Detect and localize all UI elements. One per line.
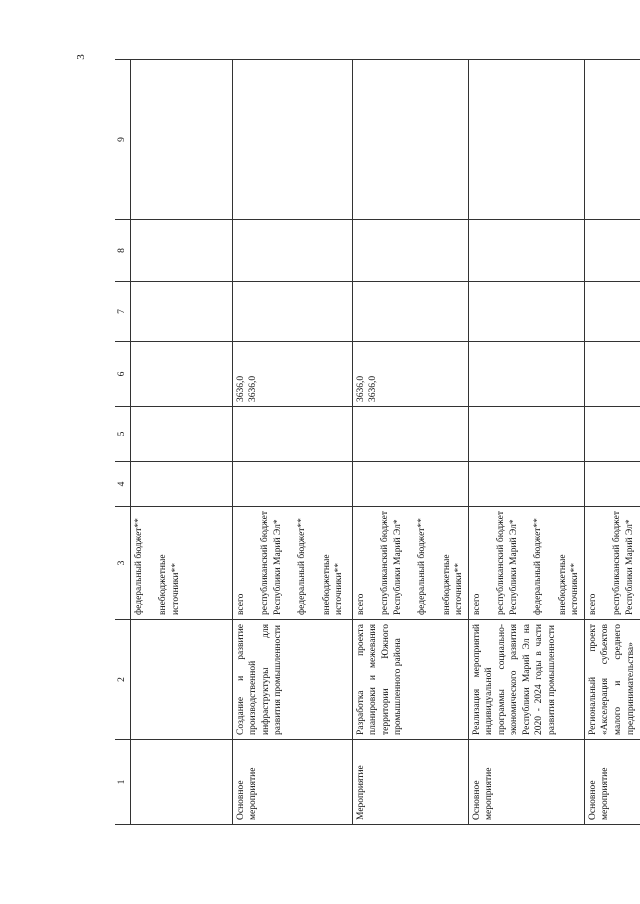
table-body	[130, 60, 640, 825]
amount-value: 3636,0	[355, 375, 366, 402]
funding-source-item: внебюджетные источники**	[557, 554, 581, 615]
funding-source-item: республиканский бюджет Республики Марий Эл*	[496, 511, 519, 615]
activity-name-cell: Реализация мероприятий индивидуальной программы социально-экономического развития Республики Марий Эл на 2020 - 2024 годы в части развития промышленности	[468, 620, 584, 740]
funding-source-item: всего	[235, 593, 246, 615]
value-cell-col-7	[584, 282, 640, 342]
value-cell-col-4	[232, 462, 352, 507]
header-cell: 4	[115, 462, 130, 507]
value-cell-col-4	[352, 462, 468, 507]
funding-source-item: внебюджетные источники**	[158, 554, 181, 615]
value-cell-col-8	[468, 220, 584, 282]
funding-source-item: всего	[471, 593, 482, 615]
value-cell-col-9	[352, 60, 468, 220]
resource-table	[115, 59, 640, 825]
value-cell-col-5	[232, 407, 352, 462]
funding-source-item: внебюджетные источники**	[321, 554, 345, 615]
activity-name-cell: Региональный проект «Акселерация субъектов малого и среднего предпринимательства»	[584, 620, 640, 740]
header-cell: 5	[115, 407, 130, 462]
header-cell: 7	[115, 282, 130, 342]
header-cell: 1	[115, 740, 130, 825]
value-cell-col-6	[468, 342, 584, 407]
value-cell-col-9	[468, 60, 584, 220]
activity-type-cell: Основное мероприятие	[232, 740, 352, 825]
activity-name-cell: Разработка проекта планировки и межевания территории Южного промышленного района	[352, 620, 468, 740]
activity-type-cell: Основное мероприятие	[468, 740, 584, 825]
value-cell-col-8	[232, 220, 352, 282]
funding-source-item: федеральный бюджет**	[133, 518, 144, 615]
header-cell: 9	[115, 60, 130, 220]
table-row	[468, 60, 584, 825]
amount-value: 3636,0	[235, 375, 246, 402]
value-cell-col-7	[130, 282, 232, 342]
value-cell-col-4	[130, 462, 232, 507]
funding-source-item: федеральный бюджет**	[533, 518, 544, 615]
value-cell-col-5	[584, 407, 640, 462]
funding-source-cell	[468, 507, 584, 620]
funding-source-item: внебюджетные источники**	[441, 554, 465, 615]
value-cell-col-5	[468, 407, 584, 462]
value-cell-col-8	[352, 220, 468, 282]
funding-source-cell	[352, 507, 468, 620]
value-cell-col-4	[468, 462, 584, 507]
activity-name-cell	[130, 620, 232, 740]
value-cell-col-4	[584, 462, 640, 507]
value-cell-col-6	[130, 342, 232, 407]
value-cell-col-8	[584, 220, 640, 282]
header-cell: 2	[115, 620, 130, 740]
value-cell-col-9	[130, 60, 232, 220]
funding-source-item: республиканский бюджет Республики Марий Эл*	[380, 511, 403, 615]
table-row	[232, 60, 352, 825]
activity-name-cell: Создание и развитие производственной инфраструктуры для развития промышленности	[232, 620, 352, 740]
activity-type-cell: Основное мероприятие	[584, 740, 640, 825]
funding-source-item: всего	[587, 593, 598, 615]
value-cell-col-7	[232, 282, 352, 342]
value-cell-col-6	[352, 342, 468, 407]
rotated-table-wrapper	[115, 60, 636, 825]
value-cell-col-6	[584, 342, 640, 407]
value-cell-col-9	[232, 60, 352, 220]
funding-source-cell	[130, 507, 232, 620]
value-cell-col-5	[130, 407, 232, 462]
table-row	[352, 60, 468, 825]
table-row	[130, 60, 232, 825]
value-cell-col-9	[584, 60, 640, 220]
funding-source-item: республиканский бюджет Республики Марий Эл*	[612, 511, 635, 615]
funding-source-cell	[232, 507, 352, 620]
amount-value: 3636,0	[248, 375, 259, 402]
value-cell-col-5	[352, 407, 468, 462]
header-cell: 3	[115, 507, 130, 620]
funding-source-item: всего	[355, 593, 366, 615]
header-cell: 6	[115, 342, 130, 407]
activity-type-cell	[130, 740, 232, 825]
value-cell-col-7	[352, 282, 468, 342]
amount-value: 3636,0	[368, 375, 379, 402]
funding-source-item: республиканский бюджет Республики Марий Эл*	[260, 511, 283, 615]
funding-source-item: федеральный бюджет**	[417, 518, 428, 615]
page-number: 3	[74, 54, 87, 60]
activity-type-cell: Мероприятие	[352, 740, 468, 825]
header-row	[115, 60, 130, 825]
header-cell: 8	[115, 220, 130, 282]
value-cell-col-8	[130, 220, 232, 282]
funding-source-cell	[584, 507, 640, 620]
table-row	[584, 60, 640, 825]
funding-source-item: федеральный бюджет**	[297, 518, 308, 615]
value-cell-col-7	[468, 282, 584, 342]
value-cell-col-6	[232, 342, 352, 407]
